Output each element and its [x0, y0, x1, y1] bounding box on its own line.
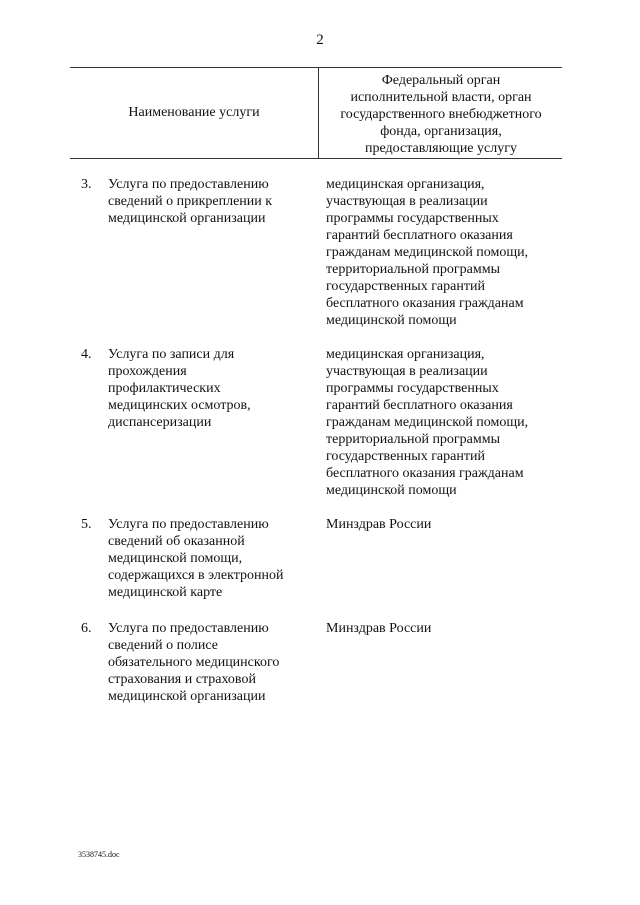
- provider-line: участвующая в реализации: [326, 194, 488, 209]
- header-provider-line: Федеральный орган: [381, 73, 501, 88]
- service-line: профилактических: [108, 381, 221, 396]
- provider-line: медицинская организация,: [326, 177, 485, 192]
- header-provider-line: предоставляющие услугу: [365, 141, 517, 156]
- row-service: [108, 346, 308, 431]
- service-line: сведений о прикреплении к: [108, 194, 273, 209]
- service-line: медицинской организации: [108, 689, 266, 704]
- row-provider: [326, 620, 562, 637]
- provider-line: территориальной программы: [326, 432, 501, 447]
- provider-line: бесплатного оказания гражданам: [326, 466, 524, 481]
- service-line: Услуга по записи для: [108, 347, 235, 362]
- row-number: 5.: [81, 517, 92, 532]
- provider-line: Минздрав России: [326, 621, 432, 636]
- page-number: 2: [316, 32, 324, 48]
- provider-line: программы государственных: [326, 211, 499, 226]
- service-line: Услуга по предоставлению: [108, 517, 269, 532]
- provider-line: территориальной программы: [326, 262, 501, 277]
- header-provider-line: фонда, организация,: [380, 124, 502, 139]
- provider-line: участвующая в реализации: [326, 364, 488, 379]
- row-number: 4.: [81, 347, 92, 362]
- row-provider: [326, 516, 562, 533]
- service-line: содержащихся в электронной: [108, 568, 284, 583]
- provider-line: государственных гарантий: [326, 279, 485, 294]
- header-provider: [322, 72, 560, 157]
- row-provider: [326, 176, 562, 329]
- provider-line: гражданам медицинской помощи,: [326, 245, 529, 260]
- provider-line: медицинской помощи: [326, 313, 457, 328]
- service-line: медицинской помощи,: [108, 551, 243, 566]
- row-service: [108, 516, 308, 601]
- service-line: прохождения: [108, 364, 187, 379]
- service-line: медицинских осмотров,: [108, 398, 251, 413]
- service-line: Услуга по предоставлению: [108, 177, 269, 192]
- header-divider: [318, 68, 319, 158]
- service-line: диспансеризации: [108, 415, 212, 430]
- row-provider: [326, 346, 562, 499]
- service-line: медицинской карте: [108, 585, 223, 600]
- header-provider-line: государственного внебюджетного: [340, 107, 542, 122]
- service-line: сведений о полисе: [108, 638, 218, 653]
- row-number: 3.: [81, 177, 92, 192]
- provider-line: гарантий бесплатного оказания: [326, 398, 513, 413]
- provider-line: программы государственных: [326, 381, 499, 396]
- service-line: сведений об оказанной: [108, 534, 245, 549]
- service-line: страхования и страховой: [108, 672, 256, 687]
- header-service-name: Наименование услуги: [128, 105, 260, 120]
- row-number: 6.: [81, 621, 92, 636]
- provider-line: государственных гарантий: [326, 449, 485, 464]
- provider-line: Минздрав России: [326, 517, 432, 532]
- provider-line: медицинской помощи: [326, 483, 457, 498]
- row-service: [108, 176, 308, 227]
- footer-filename: 3538745.doc: [78, 850, 120, 859]
- service-line: обязательного медицинского: [108, 655, 280, 670]
- provider-line: бесплатного оказания гражданам: [326, 296, 524, 311]
- header-provider-line: исполнительной власти, орган: [350, 90, 532, 105]
- provider-line: гражданам медицинской помощи,: [326, 415, 529, 430]
- provider-line: гарантий бесплатного оказания: [326, 228, 513, 243]
- service-line: Услуга по предоставлению: [108, 621, 269, 636]
- row-service: [108, 620, 308, 705]
- provider-line: медицинская организация,: [326, 347, 485, 362]
- service-line: медицинской организации: [108, 211, 266, 226]
- table-header: [70, 67, 562, 159]
